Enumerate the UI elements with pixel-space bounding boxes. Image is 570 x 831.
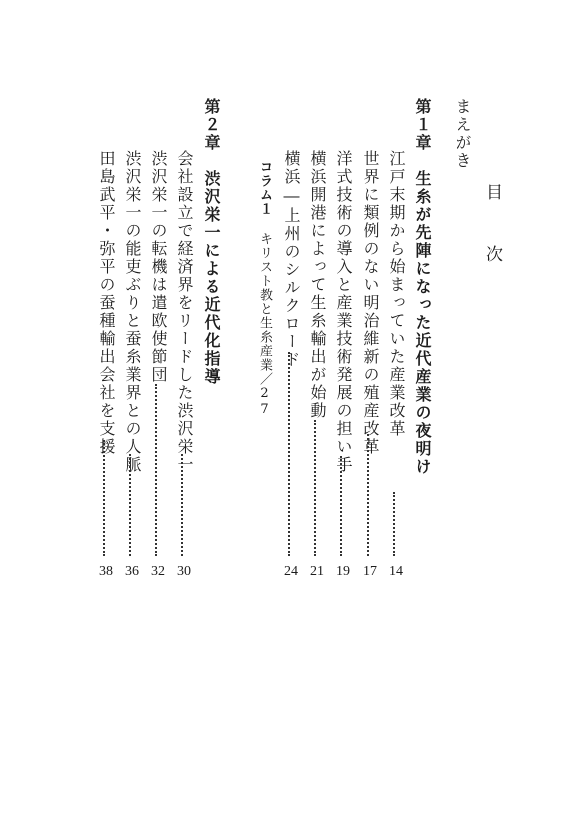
chapter1-entry-1-page: 14: [389, 564, 403, 579]
chapter2-entry-4-page: 38: [99, 564, 113, 579]
leader-dots: [103, 440, 109, 556]
chapter1-entry-3-page: 19: [336, 564, 350, 579]
chapter2-entry-2-page: 32: [151, 564, 165, 579]
chapter1-entry-5: 横浜―上州のシルクロード: [282, 150, 301, 369]
leader-dots: [288, 352, 294, 556]
chapter1-entry-5-page: 24: [284, 564, 298, 579]
chapter2-entry-1-page: 30: [177, 564, 191, 579]
chapter2-entry-2: 渋沢栄一の転機は遣欧使節団: [149, 150, 168, 384]
preface-entry: まえがき: [453, 98, 472, 170]
chapter1-entry-4: 横浜開港によって生糸輸出が始動: [308, 150, 327, 420]
leader-dots: [340, 456, 346, 556]
chapter1-entry-4-page: 21: [310, 564, 324, 579]
leader-dots: [129, 454, 135, 556]
leader-dots: [314, 420, 320, 556]
leader-dots: [393, 492, 399, 556]
chapter1-entry-2-page: 17: [363, 564, 377, 579]
chapter1-heading: 第１章 生糸が先陣になった近代産業の夜明け: [413, 98, 432, 476]
column1: [254, 160, 274, 418]
toc-title: 目 次: [482, 183, 502, 276]
column1-label: コラム１: [257, 160, 272, 216]
leader-dots: [367, 434, 373, 556]
chapter2-entry-3-page: 36: [125, 564, 139, 579]
leader-dots: [155, 384, 161, 556]
chapter1-entry-1: 江戸末期から始まっていた産業改革: [387, 150, 406, 438]
chapter2-entry-3: 渋沢栄一の能吏ぶりと蚕糸業界との人脈: [123, 150, 142, 474]
chapter1-entry-3: 洋式技術の導入と産業技術発展の担い手: [334, 150, 353, 474]
column1-text: キリスト教と生糸産業／27: [257, 232, 272, 418]
leader-dots: [181, 454, 187, 556]
chapter2-heading: 第２章 渋沢栄一による近代化指導: [202, 98, 221, 386]
chapter2-entry-1: 会社設立で経済界をリードした渋沢栄一: [175, 150, 194, 474]
chapter2-entry-4: 田島武平・弥平の蚕種輸出会社を支援: [97, 150, 116, 456]
chapter1-entry-2: 世界に類例のない明治維新の殖産改革: [361, 150, 380, 456]
